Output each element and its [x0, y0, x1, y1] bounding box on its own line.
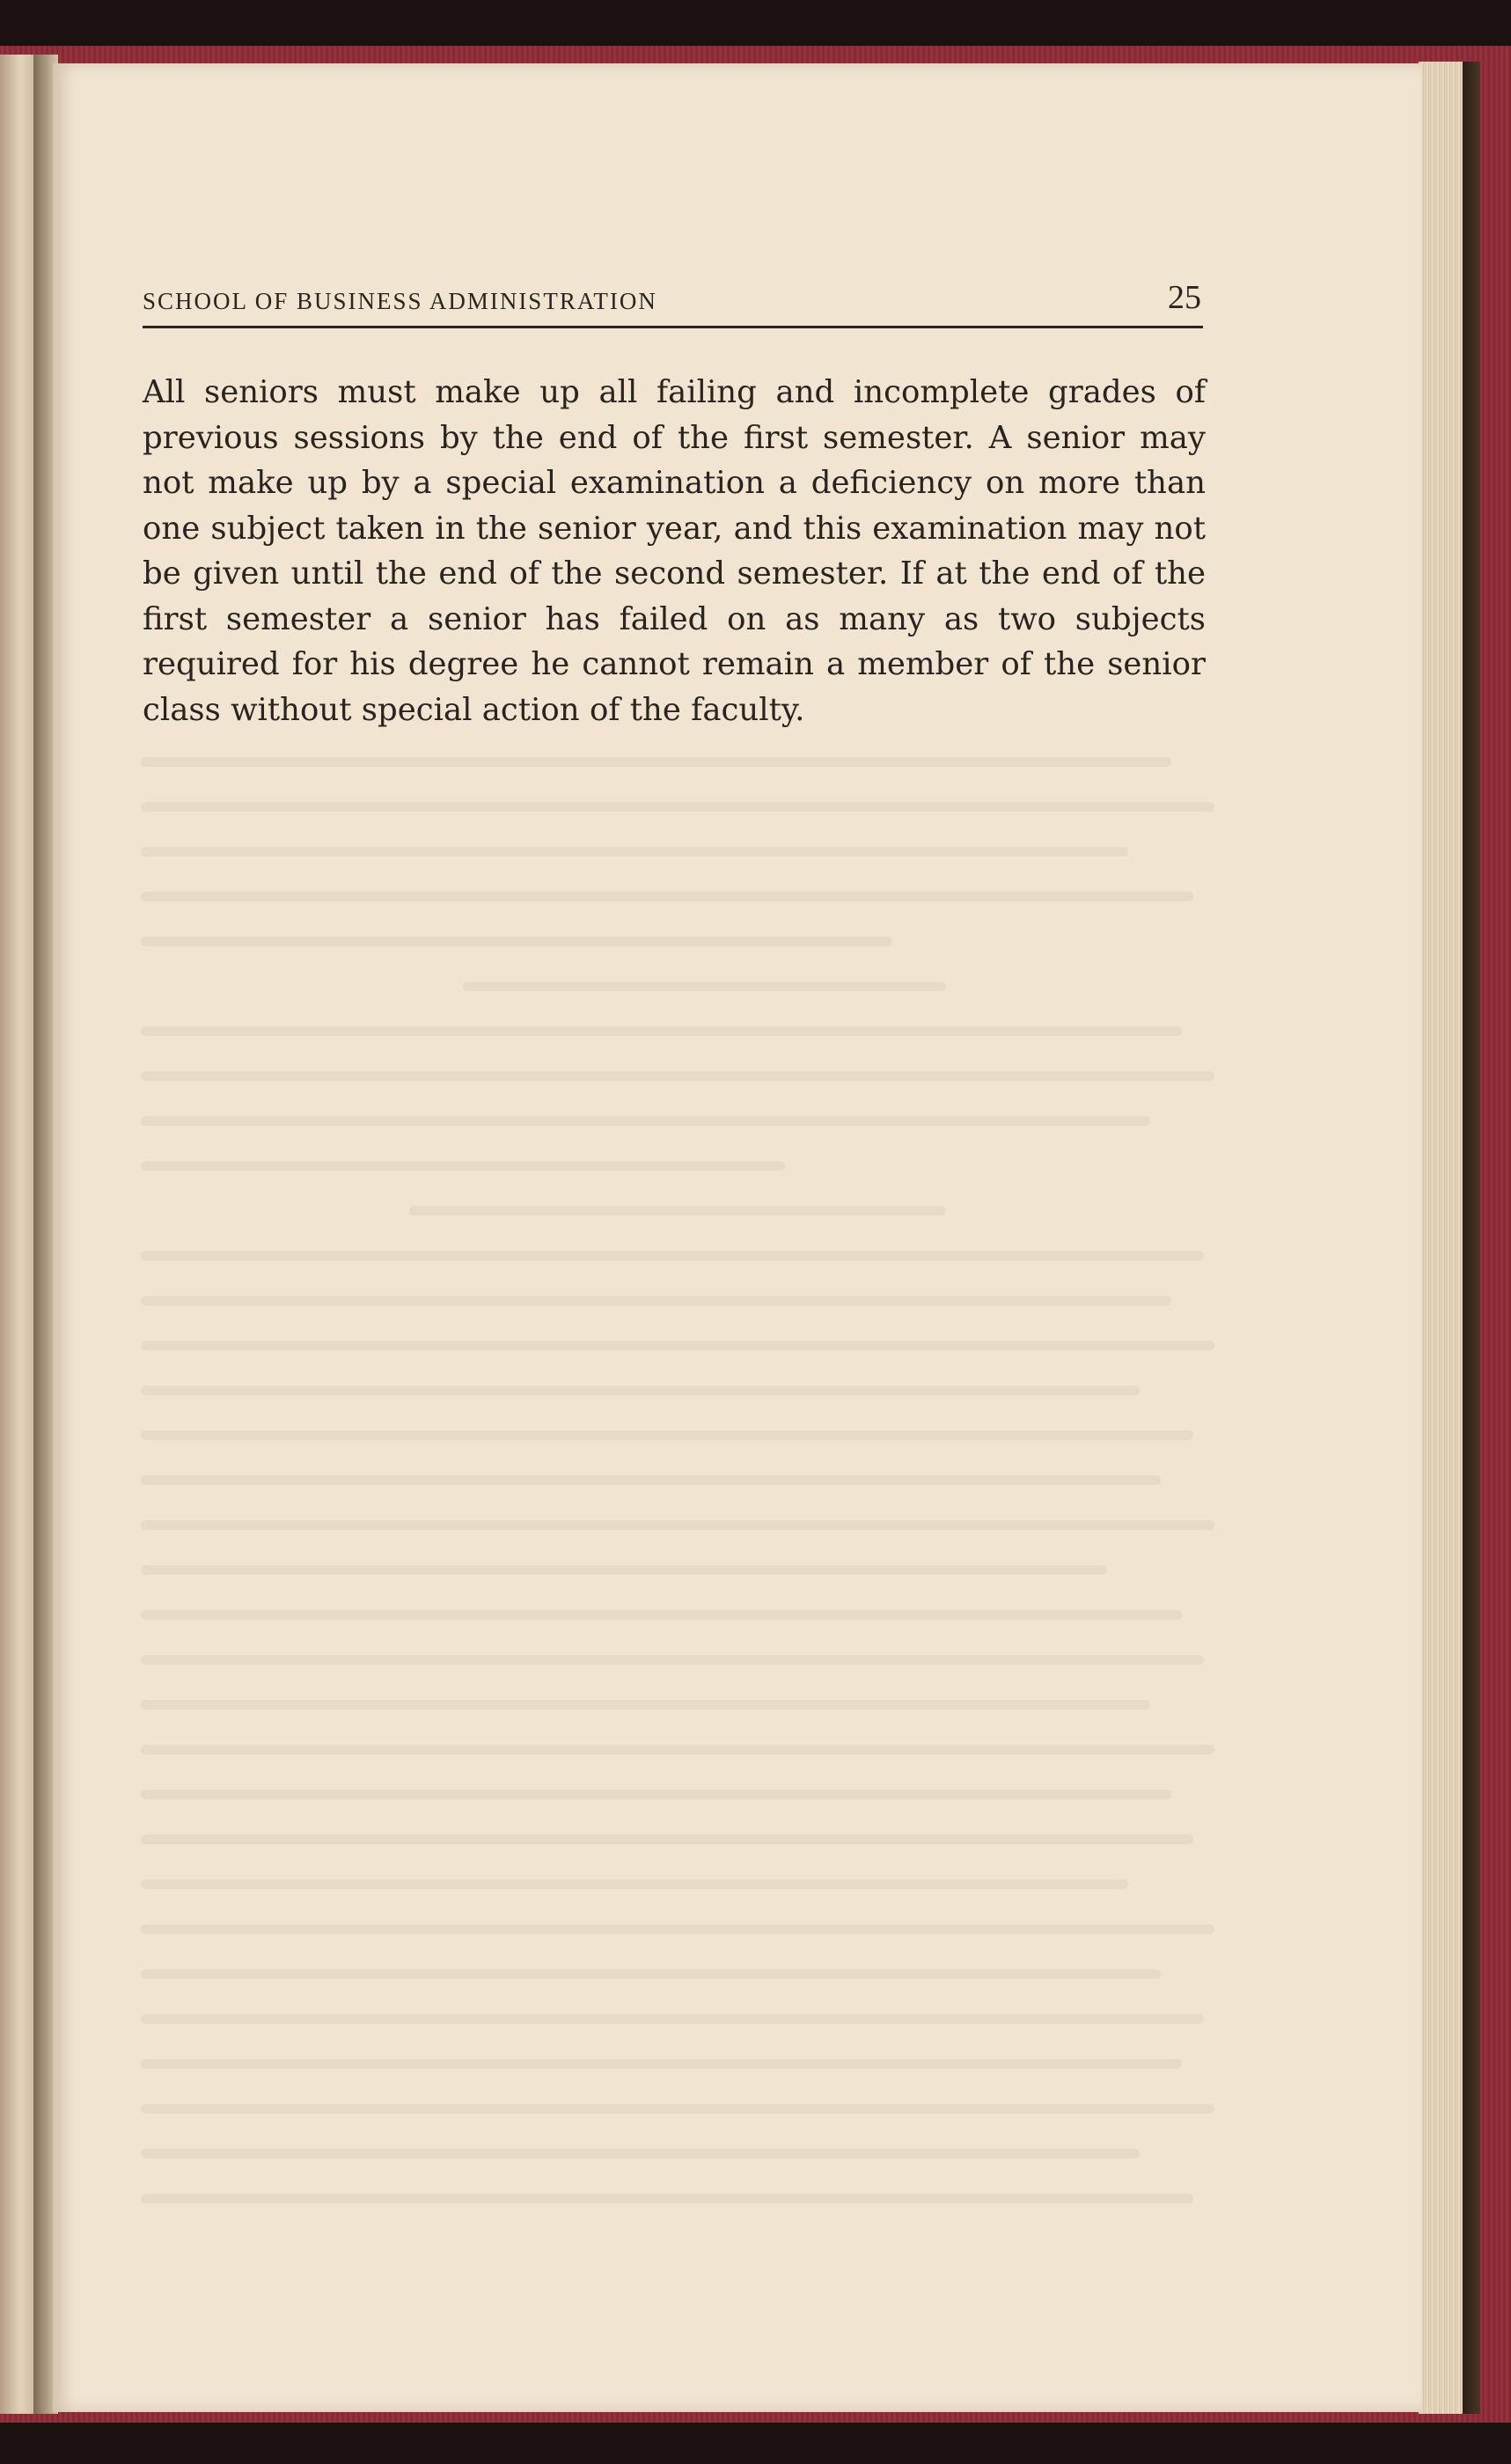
bleed-through-text: [141, 757, 1214, 2239]
running-head-title: SCHOOL OF BUSINESS ADMINISTRATION: [143, 288, 657, 314]
left-page-edge: [0, 55, 37, 2414]
page-number: 25: [1168, 279, 1201, 316]
right-edge-shadow: [1463, 62, 1480, 2414]
page-stack-edge: [1419, 62, 1464, 2414]
body-paragraph: All seniors must make up all failing and incomplete grades of previous sessions by the end of the first semester. A senior may not make up by a special examination a deficiency on more than one subject taken in the senior year, and this examination may not be given until the end of the second semester. If at the end of the first semester a senior has failed on as many as two subjects required for his degree he cannot remain a member of the senior class without special action of the faculty.: [143, 374, 1206, 728]
running-header: [143, 273, 1203, 328]
